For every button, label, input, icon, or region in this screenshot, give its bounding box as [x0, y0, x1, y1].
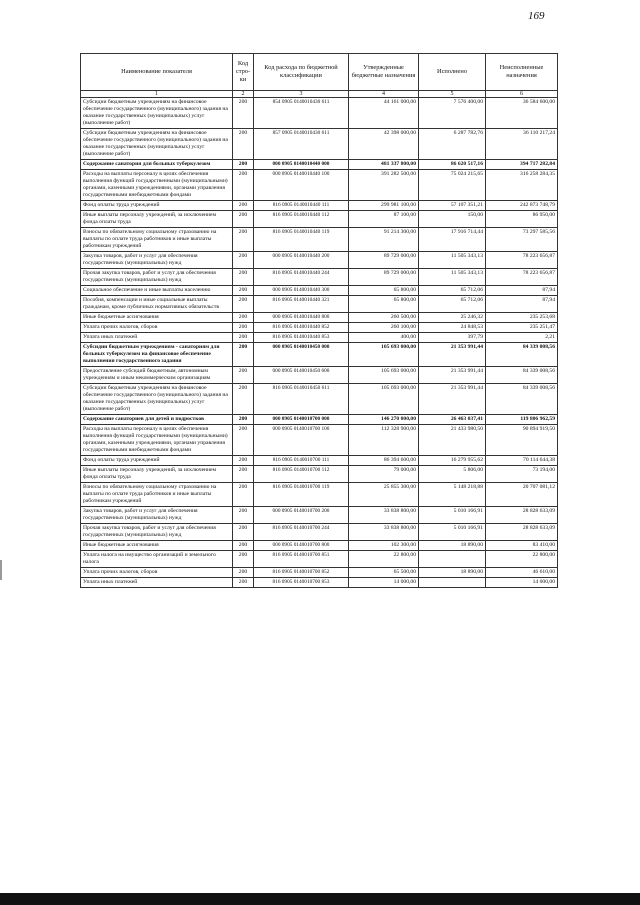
cell-unexecuted: 84 339 008,56 [486, 384, 558, 415]
column-number: 1 [81, 91, 233, 98]
cell-unexecuted: 83 410,00 [486, 541, 558, 551]
cell-approved: 86 394 600,00 [349, 456, 419, 466]
cell-name: Пособия, компенсации и иные социальные выплаты гражданам, кроме публичных нормативных обязательств [81, 296, 233, 313]
cell-approved: 400,00 [349, 333, 419, 343]
cell-line-code: 200 [233, 98, 254, 129]
cell-approved: 89 729 000,00 [349, 252, 419, 269]
cell-executed: 25 246,32 [419, 313, 486, 323]
table-row [81, 201, 558, 211]
table-row [81, 286, 558, 296]
cell-executed: 150,00 [419, 211, 486, 228]
table-row [81, 211, 558, 228]
budget-execution-table [80, 53, 558, 588]
cell-line-code: 200 [233, 466, 254, 483]
table-row [81, 456, 558, 466]
cell-executed: 57 107 351,21 [419, 201, 486, 211]
table-row [81, 578, 558, 588]
cell-unexecuted: 394 717 282,84 [486, 160, 558, 170]
cell-approved: 105 693 000,00 [349, 384, 419, 415]
cell-line-code: 200 [233, 568, 254, 578]
cell-executed: 26 463 037,41 [419, 415, 486, 425]
table-row [81, 160, 558, 170]
cell-unexecuted: 14 000,00 [486, 578, 558, 588]
cell-line-code: 200 [233, 269, 254, 286]
cell-approved: 146 270 000,00 [349, 415, 419, 425]
cell-name: Содержание санатория для больных туберкулезом [81, 160, 233, 170]
cell-unexecuted: 36 110 217,24 [486, 129, 558, 160]
cell-unexecuted: 20 707 081,12 [486, 483, 558, 507]
cell-name: Уплата иных платежей [81, 578, 233, 588]
cell-executed [419, 551, 486, 568]
table-row [81, 170, 558, 201]
cell-expense-code: 816 0905 0140010700 112 [254, 466, 349, 483]
table-row [81, 367, 558, 384]
cell-name: Закупка товаров, работ и услуг для обеспечения государственных (муниципальных) нужд [81, 507, 233, 524]
cell-approved: 22 800,00 [349, 551, 419, 568]
cell-line-code: 200 [233, 252, 254, 269]
cell-expense-code: 000 0905 0140010700 000 [254, 415, 349, 425]
cell-unexecuted: 70 114 644,38 [486, 456, 558, 466]
cell-expense-code: 000 0905 0140010700 800 [254, 541, 349, 551]
cell-line-code: 200 [233, 296, 254, 313]
cell-unexecuted: 46 610,00 [486, 568, 558, 578]
cell-approved: 391 282 500,00 [349, 170, 419, 201]
cell-line-code: 200 [233, 160, 254, 170]
cell-expense-code: 000 0905 0140010440 800 [254, 313, 349, 323]
table-row [81, 313, 558, 323]
cell-line-code: 200 [233, 313, 254, 323]
cell-name: Уплата прочих налогов, сборов [81, 568, 233, 578]
cell-approved: 112 328 900,00 [349, 425, 419, 456]
column-number-row [81, 91, 558, 98]
cell-line-code: 200 [233, 524, 254, 541]
cell-executed: 86 620 517,16 [419, 160, 486, 170]
cell-unexecuted: 22 800,00 [486, 551, 558, 568]
cell-expense-code: 816 0905 0140010700 851 [254, 551, 349, 568]
cell-name: Уплата налога на имущество организаций и земельного налога [81, 551, 233, 568]
column-number: 4 [349, 91, 419, 98]
cell-line-code: 200 [233, 228, 254, 252]
table-row [81, 129, 558, 160]
cell-unexecuted: 2,21 [486, 333, 558, 343]
cell-expense-code: 816 0905 0140010440 112 [254, 211, 349, 228]
cell-executed: 65 712,06 [419, 286, 486, 296]
cell-executed: 18 890,00 [419, 541, 486, 551]
table-row [81, 425, 558, 456]
cell-approved: 481 337 800,00 [349, 160, 419, 170]
table-row [81, 483, 558, 507]
table-row [81, 541, 558, 551]
cell-unexecuted: 84 339 008,56 [486, 343, 558, 367]
cell-expense-code: 816 0905 0140010440 853 [254, 333, 349, 343]
cell-expense-code: 000 0905 0140010440 300 [254, 286, 349, 296]
cell-expense-code: 816 0905 0140010450 611 [254, 384, 349, 415]
cell-unexecuted: 78 223 656,87 [486, 252, 558, 269]
cell-approved: 105 693 000,00 [349, 367, 419, 384]
cell-unexecuted: 86 950,00 [486, 211, 558, 228]
cell-name: Закупка товаров, работ и услуг для обеспечения государственных (муниципальных) нужд [81, 252, 233, 269]
cell-executed: 5 806,00 [419, 466, 486, 483]
cell-approved: 42 398 000,00 [349, 129, 419, 160]
cell-expense-code: 816 0905 0140010700 244 [254, 524, 349, 541]
cell-expense-code: 000 0905 0140010700 100 [254, 425, 349, 456]
cell-expense-code: 000 0905 0140010450 600 [254, 367, 349, 384]
cell-unexecuted: 242 873 748,79 [486, 201, 558, 211]
cell-approved: 260 100,00 [349, 323, 419, 333]
column-number: 5 [419, 91, 486, 98]
header-executed: Исполнено [419, 54, 486, 91]
cell-name: Прочая закупка товаров, работ и услуг для обеспечения государственных (муниципальных) нужд [81, 269, 233, 286]
table-row [81, 323, 558, 333]
cell-expense-code: 816 0905 0140010440 119 [254, 228, 349, 252]
table-row [81, 333, 558, 343]
cell-executed: 21 433 980,50 [419, 425, 486, 456]
cell-executed: 16 279 955,62 [419, 456, 486, 466]
cell-approved: 25 855 300,00 [349, 483, 419, 507]
cell-expense-code: 816 0905 0140010440 111 [254, 201, 349, 211]
cell-approved: 44 161 000,00 [349, 98, 419, 129]
cell-approved: 102 300,00 [349, 541, 419, 551]
cell-line-code: 200 [233, 333, 254, 343]
cell-executed: 21 353 991,44 [419, 343, 486, 367]
header-name: Наименование показателя [81, 54, 233, 91]
cell-line-code: 200 [233, 286, 254, 296]
table-row [81, 269, 558, 286]
cell-approved: 89 729 000,00 [349, 269, 419, 286]
table-row [81, 296, 558, 313]
cell-executed: 18 890,00 [419, 568, 486, 578]
cell-approved: 91 214 300,00 [349, 228, 419, 252]
cell-executed: 11 505 343,13 [419, 269, 486, 286]
cell-executed: 5 148 218,88 [419, 483, 486, 507]
cell-line-code: 200 [233, 541, 254, 551]
cell-expense-code: 854 0905 0140010430 611 [254, 98, 349, 129]
column-number: 2 [233, 91, 254, 98]
cell-line-code: 200 [233, 343, 254, 367]
cell-line-code: 200 [233, 425, 254, 456]
cell-approved: 33 838 800,00 [349, 507, 419, 524]
cell-name: Фонд оплаты труда учреждений [81, 456, 233, 466]
cell-line-code: 200 [233, 170, 254, 201]
table-row [81, 384, 558, 415]
cell-unexecuted: 73 297 585,56 [486, 228, 558, 252]
cell-name: Содержание санаториев для детей и подростков [81, 415, 233, 425]
header-code: Код стро-ки [233, 54, 254, 91]
cell-expense-code: 816 0905 0140010700 119 [254, 483, 349, 507]
cell-unexecuted: 316 258 284,35 [486, 170, 558, 201]
cell-name: Иные выплаты персоналу учреждений, за исключением фонда оплаты труда [81, 466, 233, 483]
table-row [81, 507, 558, 524]
cell-expense-code: 816 0905 0140010440 321 [254, 296, 349, 313]
cell-approved: 65 800,00 [349, 286, 419, 296]
table-row [81, 551, 558, 568]
cell-expense-code: 000 0905 0140010440 100 [254, 170, 349, 201]
cell-unexecuted: 28 828 633,09 [486, 524, 558, 541]
cell-unexecuted: 235 251,47 [486, 323, 558, 333]
cell-name: Предоставление субсидий бюджетным, автономным учреждениям и иным некоммерческим организациям [81, 367, 233, 384]
page-number: 169 [528, 10, 545, 22]
cell-line-code: 200 [233, 384, 254, 415]
cell-line-code: 200 [233, 415, 254, 425]
cell-executed: 75 024 215,65 [419, 170, 486, 201]
cell-line-code: 200 [233, 551, 254, 568]
table-row [81, 568, 558, 578]
cell-executed: 5 010 166,91 [419, 507, 486, 524]
column-number: 3 [254, 91, 349, 98]
cell-name: Взносы по обязательному социальному страхованию на выплаты по оплате труда работников и иные выплаты работникам учреждений [81, 483, 233, 507]
cell-name: Взносы по обязательному социальному страхованию на выплаты по оплате труда работников и иные выплаты работникам учреждений [81, 228, 233, 252]
table-header-row [81, 54, 558, 91]
cell-expense-code: 816 0905 0140010440 244 [254, 269, 349, 286]
cell-expense-code: 000 0905 0140010700 200 [254, 507, 349, 524]
cell-line-code: 200 [233, 129, 254, 160]
scan-margin-mark [0, 560, 2, 580]
cell-executed: 11 505 343,13 [419, 252, 486, 269]
scan-bottom-edge [0, 893, 640, 905]
cell-approved: 65 500,00 [349, 568, 419, 578]
cell-unexecuted: 73 194,00 [486, 466, 558, 483]
cell-unexecuted: 90 894 919,50 [486, 425, 558, 456]
cell-name: Субсидии бюджетным учреждениям на финансовое обеспечение государственного (муниципального) задания на оказание государственных (муниципальных) услуг (выполнение работ) [81, 129, 233, 160]
cell-expense-code: 816 0905 0140010700 852 [254, 568, 349, 578]
cell-name: Расходы на выплаты персоналу в целях обеспечения выполнения функций государственными (муниципальными) органами, казенными учреждениями, органами управления государственными внебюджетными фондами [81, 170, 233, 201]
cell-executed: 65 712,06 [419, 296, 486, 313]
cell-executed: 17 916 714,44 [419, 228, 486, 252]
table-row [81, 343, 558, 367]
cell-approved: 299 981 100,00 [349, 201, 419, 211]
cell-expense-code: 000 0905 0140010440 200 [254, 252, 349, 269]
cell-expense-code: 816 0905 0140010700 111 [254, 456, 349, 466]
cell-unexecuted: 28 828 633,09 [486, 507, 558, 524]
cell-line-code: 200 [233, 507, 254, 524]
cell-line-code: 200 [233, 323, 254, 333]
cell-name: Прочая закупка товаров, работ и услуг для обеспечения государственных (муниципальных) нужд [81, 524, 233, 541]
cell-name: Иные бюджетные ассигнования [81, 541, 233, 551]
cell-executed: 7 576 400,00 [419, 98, 486, 129]
cell-executed: 6 287 782,76 [419, 129, 486, 160]
cell-approved: 87 100,00 [349, 211, 419, 228]
table-row [81, 415, 558, 425]
cell-unexecuted: 78 223 656,87 [486, 269, 558, 286]
cell-name: Уплата прочих налогов, сборов [81, 323, 233, 333]
cell-line-code: 200 [233, 483, 254, 507]
cell-executed: 21 353 991,44 [419, 384, 486, 415]
cell-executed: 397,79 [419, 333, 486, 343]
cell-expense-code: 857 0905 0140010430 611 [254, 129, 349, 160]
cell-executed: 5 010 166,91 [419, 524, 486, 541]
cell-line-code: 200 [233, 456, 254, 466]
cell-unexecuted: 36 584 600,00 [486, 98, 558, 129]
header-unexecuted: Неисполненные назначения [486, 54, 558, 91]
table-row [81, 524, 558, 541]
cell-unexecuted: 84 339 008,56 [486, 367, 558, 384]
cell-name: Уплата иных платежей [81, 333, 233, 343]
cell-line-code: 200 [233, 578, 254, 588]
cell-name: Субсидии бюджетным учреждениям на финансовое обеспечение государственного (муниципального) задания на оказание государственных (муниципальных) услуг (выполнение работ) [81, 384, 233, 415]
cell-expense-code: 000 0905 0140010450 000 [254, 343, 349, 367]
header-expense-code: Код расхода по бюджетной классификации [254, 54, 349, 91]
cell-executed: 21 353 991,44 [419, 367, 486, 384]
cell-approved: 260 500,00 [349, 313, 419, 323]
cell-line-code: 200 [233, 201, 254, 211]
cell-approved: 79 000,00 [349, 466, 419, 483]
cell-name: Субсидии бюджетным учреждениям на финансовое обеспечение государственного (муниципального) задания на оказание государственных (муниципальных) услуг (выполнение работ) [81, 98, 233, 129]
table-row [81, 98, 558, 129]
cell-expense-code: 816 0905 0140010700 853 [254, 578, 349, 588]
cell-unexecuted: 235 253,68 [486, 313, 558, 323]
cell-name: Иные выплаты персоналу учреждений, за исключением фонда оплаты труда [81, 211, 233, 228]
cell-executed [419, 578, 486, 588]
cell-name: Субсидии бюджетным учреждениям - санаториям для больных туберкулезом на финансовое обеспечение выполнения государственного задания [81, 343, 233, 367]
cell-expense-code: 816 0905 0140010440 852 [254, 323, 349, 333]
header-approved: Утвержденные бюджетные назначения [349, 54, 419, 91]
cell-line-code: 200 [233, 211, 254, 228]
cell-approved: 65 800,00 [349, 296, 419, 313]
cell-name: Расходы на выплаты персоналу в целях обеспечения выполнения функций государственными (муниципальными) органами, казенными учреждениями, органами управления государственными внебюджетными фондами [81, 425, 233, 456]
table-body [81, 98, 558, 588]
cell-unexecuted: 87,94 [486, 296, 558, 313]
cell-expense-code: 000 0905 0140010440 000 [254, 160, 349, 170]
table-row [81, 466, 558, 483]
cell-line-code: 200 [233, 367, 254, 384]
cell-approved: 105 693 000,00 [349, 343, 419, 367]
table-row [81, 252, 558, 269]
cell-executed: 24 848,53 [419, 323, 486, 333]
cell-unexecuted: 87,94 [486, 286, 558, 296]
cell-approved: 33 838 800,00 [349, 524, 419, 541]
column-number: 6 [486, 91, 558, 98]
cell-name: Иные бюджетные ассигнования [81, 313, 233, 323]
table-row [81, 228, 558, 252]
cell-unexecuted: 119 806 962,59 [486, 415, 558, 425]
cell-approved: 14 000,00 [349, 578, 419, 588]
cell-name: Фонд оплаты труда учреждений [81, 201, 233, 211]
cell-name: Социальное обеспечение и иные выплаты населению [81, 286, 233, 296]
